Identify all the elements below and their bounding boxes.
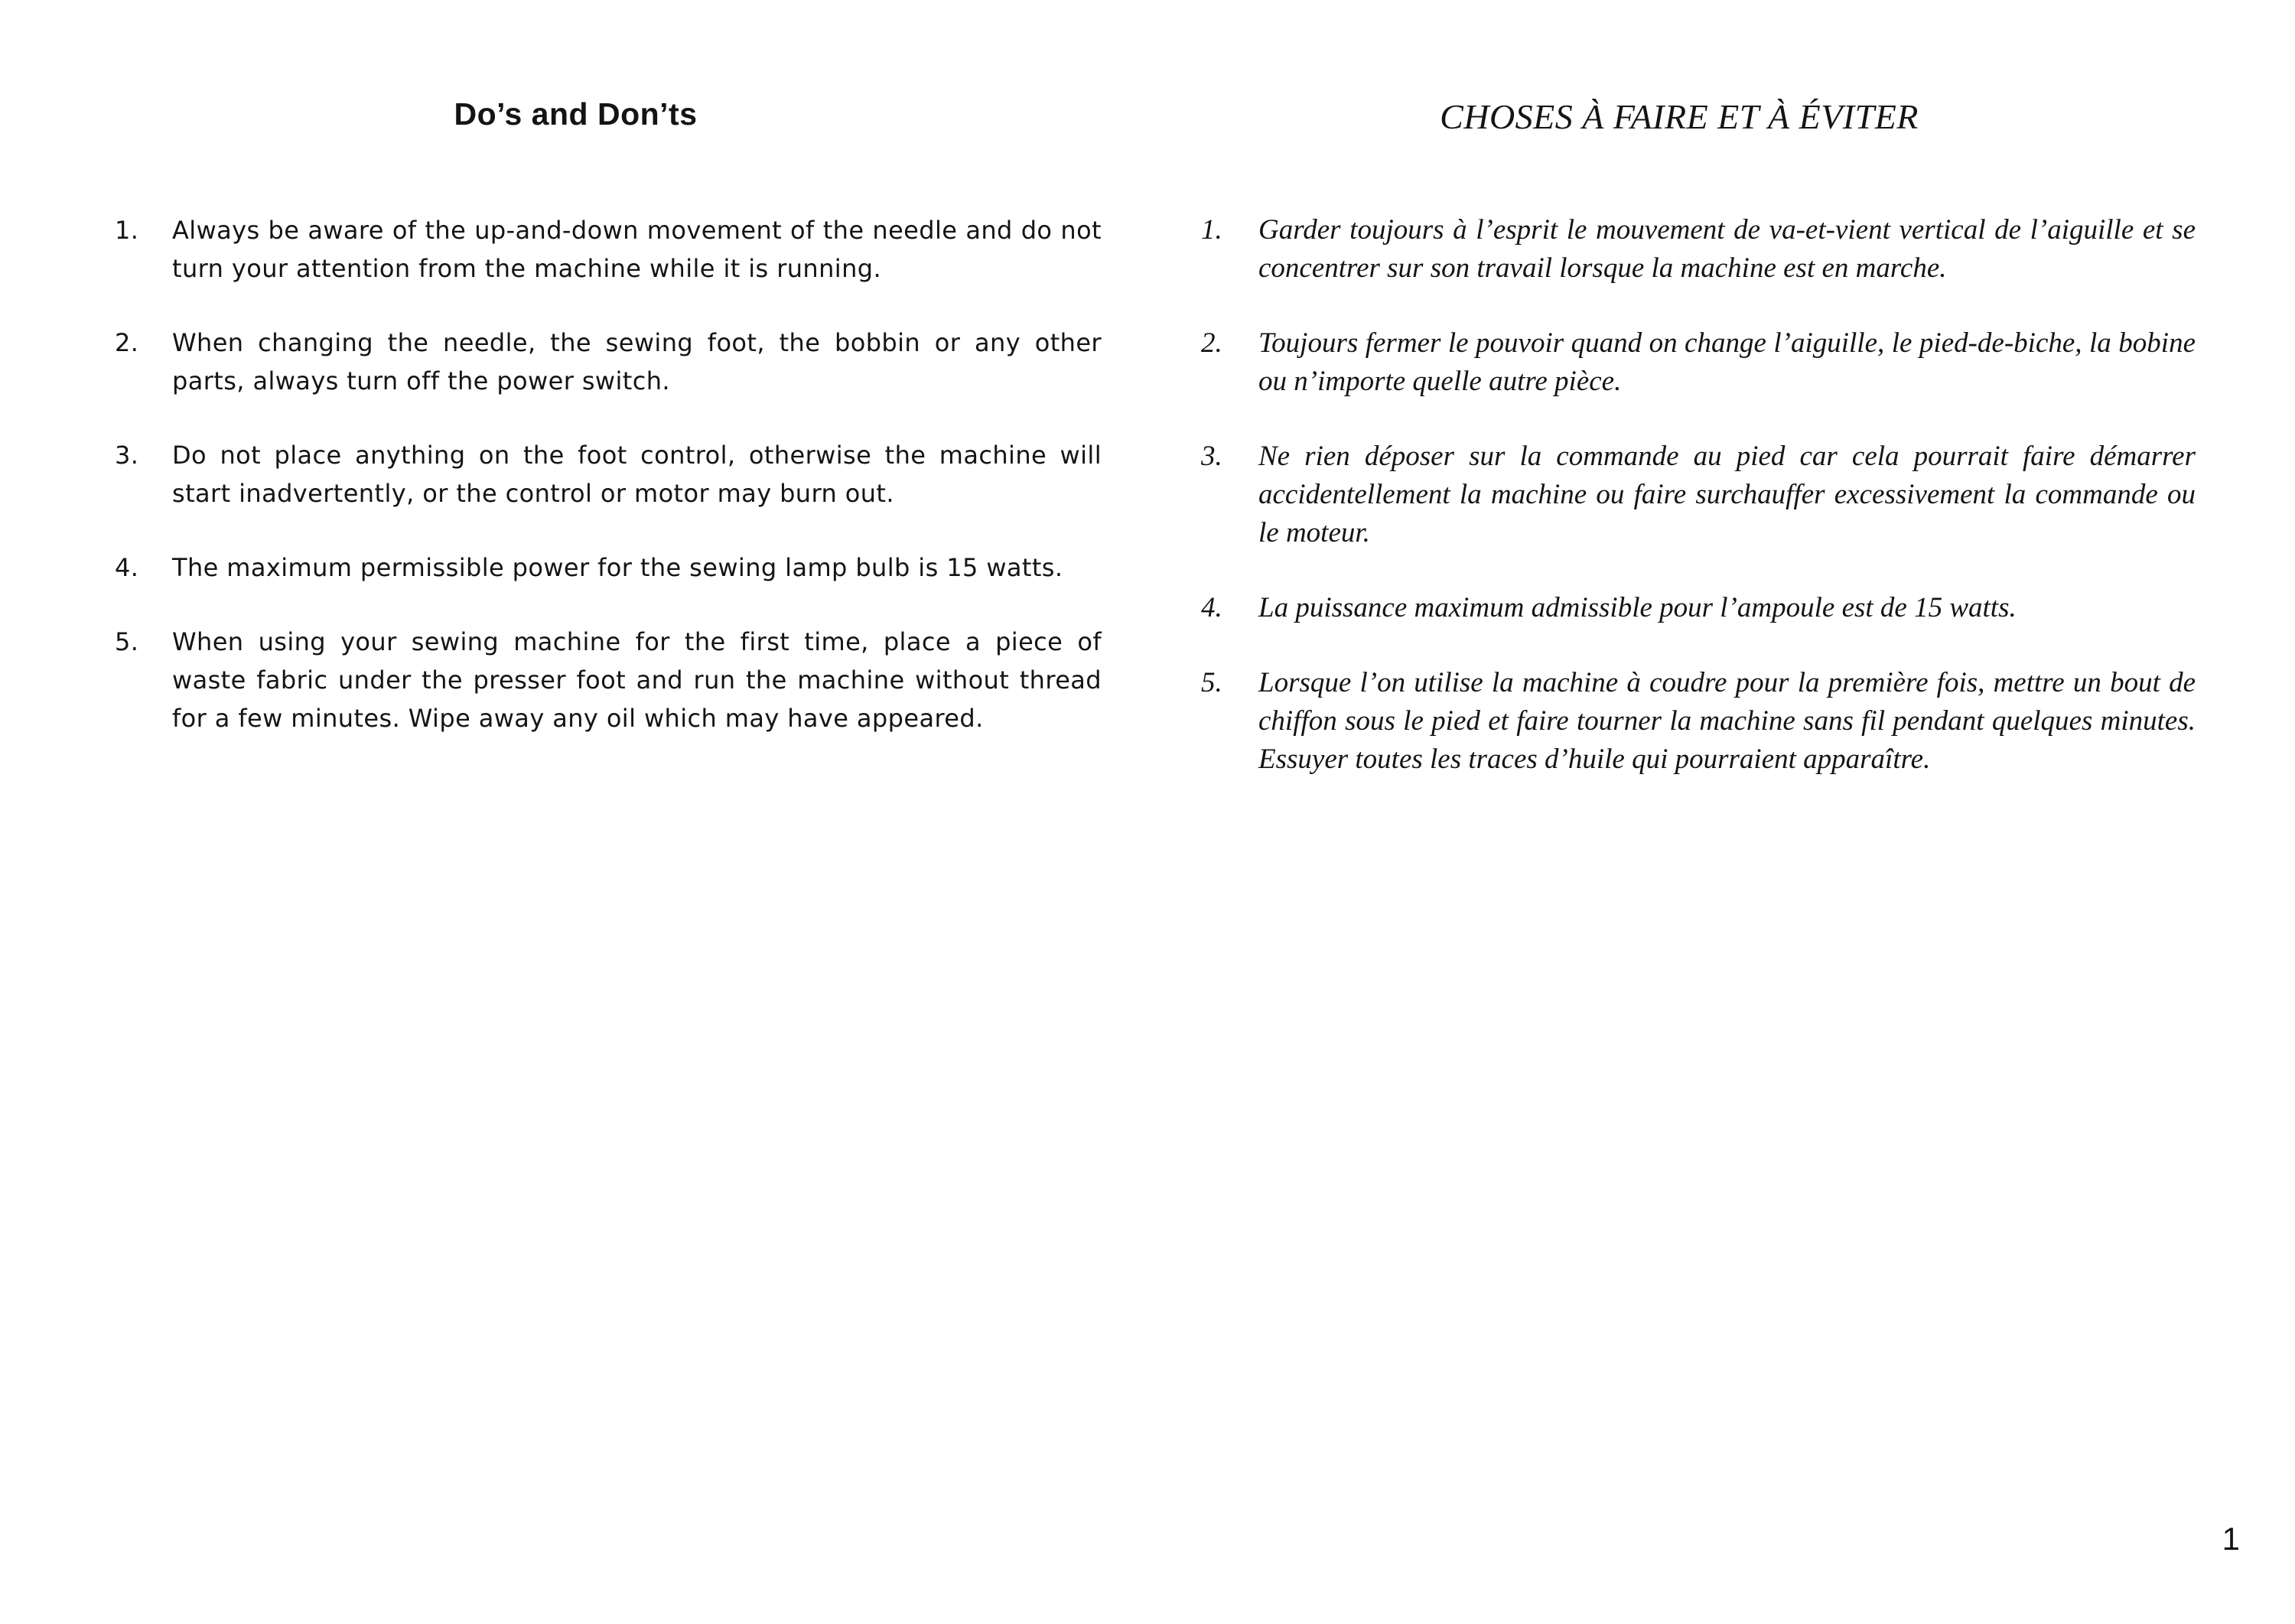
item-text: Always be aware of the up-and-down movement of the needle and do not turn your attention from the machine while it is running. [172, 216, 1102, 283]
french-item-1 [1201, 211, 2196, 288]
item-text: Ne rien déposer sur la commande au pied car cela pourrait faire démarrer accidentellement la machine ou faire surchauffer excessivement la commande ou le moteur. [1258, 441, 2196, 548]
item-text: When using your sewing machine for the first time, place a piece of waste fabric under the presser foot and run the machine without thread for a few minutes. Wipe away any oil which may have appeared. [172, 627, 1102, 733]
item-number: 5. [115, 627, 139, 656]
item-text: Lorsque l’on utilise la machine à coudre pour la première fois, mettre un bout de chiffon sous le pied et faire tourner la machine sans fil pendant quelques minutes. Essuyer toutes les traces d’huile qui pourraient apparaître. [1258, 667, 2196, 775]
item-text: Toujours fermer le pouvoir quand on change l’aiguille, le pied-de-biche, la bobine ou n’importe quelle autre pièce. [1258, 327, 2196, 397]
french-heading: CHOSES À FAIRE ET À ÉVITER [1440, 97, 1919, 136]
french-item-2 [1201, 324, 2196, 401]
english-item-1 [115, 211, 1102, 288]
french-item-5 [1201, 664, 2196, 779]
item-number: 2. [1201, 327, 1222, 359]
item-number: 2. [115, 328, 139, 357]
english-item-4 [115, 548, 1102, 587]
english-list [115, 211, 1102, 773]
english-item-5 [115, 623, 1102, 737]
item-text: The maximum permissible power for the sewing lamp bulb is 15 watts. [172, 553, 1063, 582]
page-number: 1 [2222, 1521, 2240, 1557]
item-text: Do not place anything on the foot control, otherwise the machine will start inadvertently, or the control or motor may burn out. [172, 441, 1102, 508]
item-number: 4. [1201, 592, 1222, 623]
item-number: 4. [115, 553, 139, 582]
english-heading: Do’s and Don’ts [454, 96, 698, 132]
english-item-2 [115, 324, 1102, 400]
english-item-3 [115, 436, 1102, 513]
item-number: 3. [1201, 441, 1222, 472]
item-number: 1. [115, 216, 139, 245]
item-text: When changing the needle, the sewing foot, the bobbin or any other parts, always turn off the power switch. [172, 328, 1102, 395]
item-text: La puissance maximum admissible pour l’ampoule est de 15 watts. [1258, 592, 2017, 623]
french-list [1201, 211, 2196, 815]
item-text: Garder toujours à l’esprit le mouvement de va-et-vient vertical de l’aiguille et se concentrer sur son travail lorsque la machine est en marche. [1258, 214, 2196, 284]
french-item-3 [1201, 438, 2196, 552]
item-number: 5. [1201, 667, 1222, 698]
item-number: 1. [1201, 214, 1222, 246]
item-number: 3. [115, 441, 139, 470]
french-item-4 [1201, 589, 2196, 627]
